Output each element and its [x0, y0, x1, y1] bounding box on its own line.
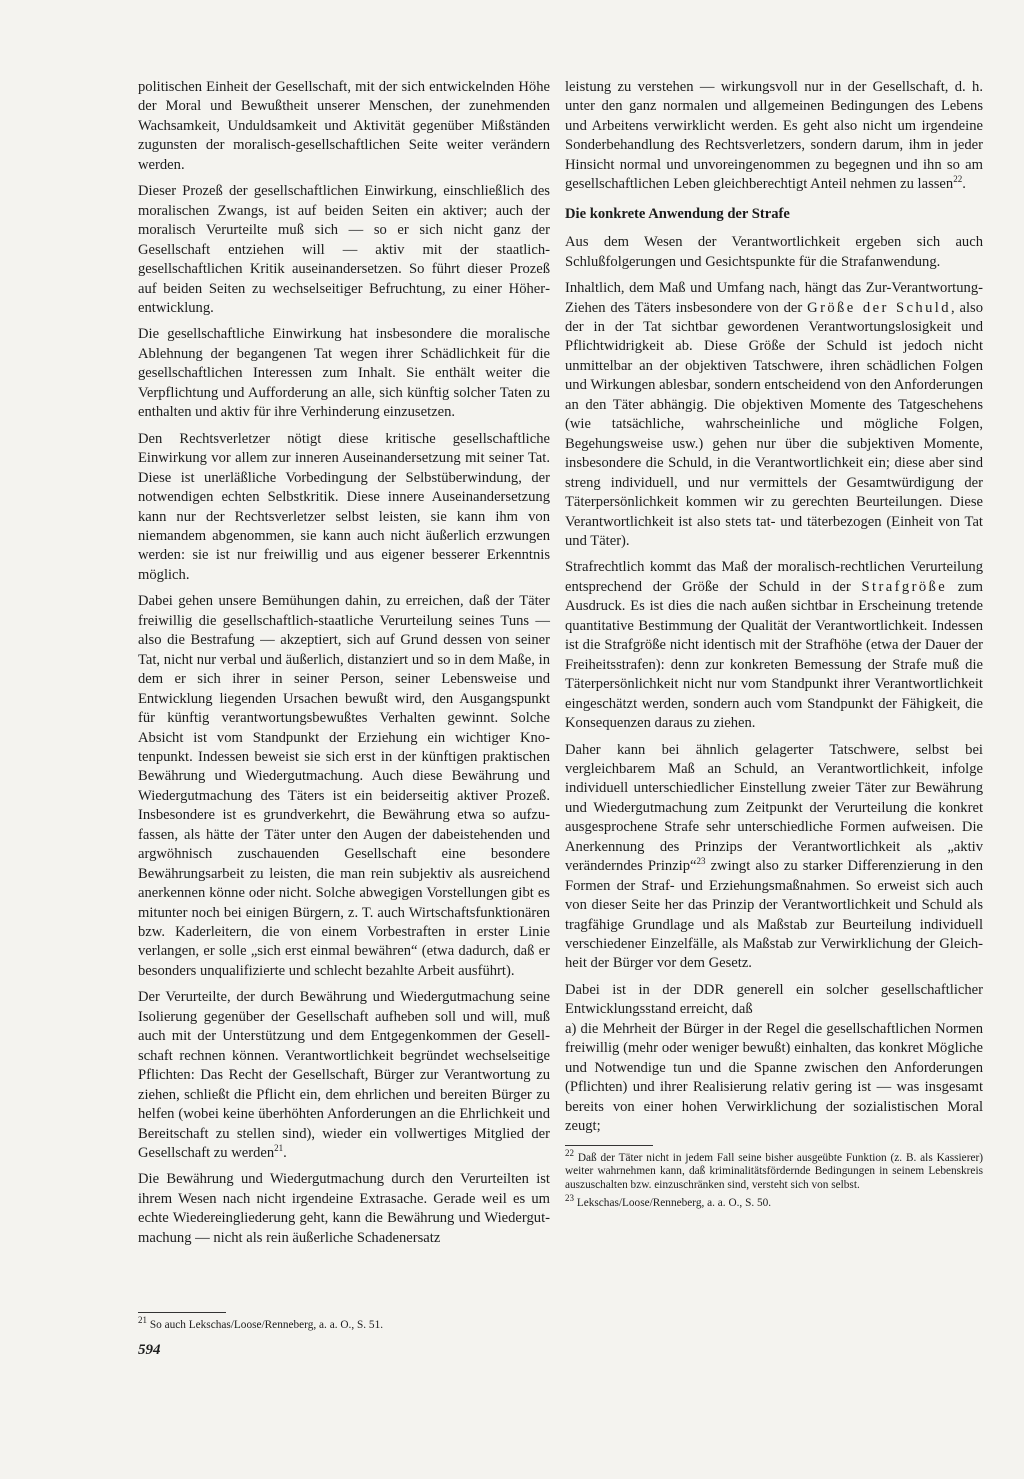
emphasis-spaced: Strafgröße	[861, 578, 948, 595]
paragraph-text: Inhaltlich, dem Maß und Umfang nach, hängt das Zur-Verantwortung-Ziehen des Täters insbesondere von der	[565, 280, 983, 316]
right-column	[565, 78, 983, 1215]
footnote-23	[565, 1193, 983, 1211]
footnote-text: So auch Lekschas/Loose/Renneberg, a. a. O., S. 51.	[149, 1319, 384, 1331]
footnote-number: 21	[138, 1315, 147, 1326]
footnote-divider	[138, 1312, 226, 1313]
paragraph-text: zum Ausdruck. Es ist dies die nach außen sichtbar in Erscheinung tretende quantitative Bestimmung der Qualität der Verantwortlichkeit. Indessen ist die Strafgröße nicht identisch mit der Strafhöhe (etwa der Dauer der Freiheitsstrafen): denn zur konkreten Bemessung der Strafe muß die Täterpersönlichkeit nicht nur vom Standpunkt ihrer Verantwortlichkeit eingeschätzt werden, sondern auch vom Standpunkt der Fähigkeit, die Konsequenzen daraus zu ziehen.	[565, 578, 983, 732]
footnote-ref: 21	[274, 1143, 284, 1154]
footnote-22	[565, 1147, 983, 1193]
paragraph-text: leistung zu verstehen — wirkungsvoll nur in der Gesellschaft, d. h. unter den ganz normalen und allgemeinen Bedingungen des Lebens und Arbeitens verwirklicht werden. Es geht also nicht um irgendeine Sonderbehandlung des Rechtsverletzers, sondern darum, ihm in jeder Hinsicht normal und unvoreingenommen zu begegnen und ihn so am gesellschaftlichen Leben gleichberechtigt Anteil nehmen zu lassen	[565, 79, 983, 193]
emphasis-spaced: Größe der Schuld	[807, 299, 951, 316]
paragraph: Die Bewährung und Wiedergutmachung durch den Verurteilten ist ihrem Wesen nach nicht irgendeine Extrasache. Gerade weil es um echte Wiedereingliederung geht, kann die Bewährung und Wiedergutmachung — nicht als rein äußerliche Schadenersatz	[138, 1171, 550, 1246]
page-number: 594	[138, 1342, 161, 1358]
paragraph-text: Daher kann bei ähnlich gelagerter Tatschwere, selbst bei vergleichbarem Maß an Schuld, an Verantwortlichkeit, infolge individuell unterschiedlicher Einstellung zweier Täter zur Bewährung und Wiedergutmachung zum Zeitpunkt der Verurteilung die konkret ausgesprochene Strafe sehr unterschiedliche Formen aufweisen. Die Anerkennung des Prinzips der Verantwortlichkeit als „aktiv veränderndes Prinzip“	[565, 741, 983, 875]
footnote-divider	[565, 1145, 653, 1146]
paragraph-text: zwingt also zu starker Differenzierung in den Formen der Straf- und Erziehungsmaßnahmen. So erweist sich auch von dieser Seite her das Prinzip der Verantwortlichkeit und Schuld als tragfähige Grundlage und als Maßstab zur Beurteilung individuell verschiedener Einzelfälle, als Maßstab zur Verwirklichung der Gleichheit der Bürger vor dem Gesetz.	[565, 858, 984, 972]
paragraph	[565, 558, 983, 733]
section-heading: Die konkrete Anwendung der Strafe	[565, 205, 790, 222]
paragraph: Der Verurteilte, der durch Bewährung und Wiedergutmachung seine Isolierung gegenüber der Gesellschaft aufheben soll und will, muß auch mit der Unterstützung und dem Entgegenkommen der Gesellschaft rechnen können. Verantwortlichkeit begründet wechselseitige Pflichten: Das Recht der Gesellschaft, Bürger zur Verantwortung zu ziehen, schließt die Pflicht ein, dem ehrlichen und bereiten Bürger zu helfen (wobei keine überhöhten Anforderungen an die Ehrlichkeit und Bereitschaft zu stellen sind), wieder ein vollwertiges Mitglied der Gesellschaft zu werden$^{21}$.	[138, 989, 550, 1162]
paragraph	[565, 741, 983, 974]
footnote-text: Daß der Täter nicht in jedem Fall seine bisher ausgeübte Funktion (z. B. als Kassierer) weiter wahrnehmen kann, daß kriminalitätsfördernde Bedingungen in seinem Lebenskreis auszuschalten bzw. einzuschränken sind, versteht sich von selbst.	[565, 1151, 983, 1192]
paragraph: Dabei ist in der DDR generell ein solcher gesellschaftlicher Entwicklungsstand erreicht, daß	[565, 981, 983, 1018]
footnote-text: Lekschas/Loose/Renneberg, a. a. O., S. 50.	[576, 1196, 772, 1209]
paragraph: Die gesellschaftliche Einwirkung hat insbesondere die moralische Ablehnung der begangenen Tat wegen ihrer Schädlichkeit für die gesellschaftlichen Interessen zum Inhalt. Sie enthält weiter die Verpflichtung und Aufforderung an alle, sich künftig solcher Taten zu enthalten und aktiv für ihre Verhinderung einzusetzen.	[138, 326, 550, 421]
footnote-number: 22	[565, 1147, 574, 1158]
left-footnotes	[138, 1312, 550, 1337]
paragraph-text: , also der in der Tat sichtbar gewordenen Verantwortungslosigkeit und Pflichtwidrigkeit ab. Diese Größe der Schuld ist jedoch nicht unmittelbar an der objektiven Tatschwere, ihren schädlichen Folgen und Wirkungen ablesbar, sondern entscheidend von den Anforderungen an den Täter abhängig. Die objektiven Momente des Tatgeschehens (wie tatsächliche, wahrscheinliche und mögliche Folgen, Begehungsweise usw.) gehen nur über die subjektiven Momente, insbesondere die Schuld, in die Verantwortlichkeit ein; diese aber sind streng individuell, und nur vermittels der Gesamtwürdigung der Täterpersönlichkeit kommen wir zu gerechten Beurteilungen. Diese Verantwortlichkeit ist also stets tat- und täterbezogen (Einheit von Tat und Täter).	[565, 299, 983, 549]
paragraph: leistung zu verstehen — wirkungsvoll nur in der Gesellschaft, d. h. unter den ganz normalen und allgemeinen Bedingungen des Lebens und Arbeitens verwirklicht werden. Es geht also nicht um irgendeine Sonderbehandlung des Rechtsverletzers, sondern darum, ihm in jeder Hinsicht normal und unvoreingenommen zu begegnen und ihn so am gesellschaftlichen Leben gleichberechtigt Anteil nehmen zu lassen$^{22}$.	[565, 79, 983, 193]
paragraph: Aus dem Wesen der Verantwortlichkeit ergeben sich auch Schlußfolgerungen und Gesichtspunkte für die Strafanwendung.	[565, 234, 983, 270]
right-footnotes	[565, 1145, 983, 1211]
paragraph	[565, 279, 983, 551]
footnote-ref: 22	[953, 174, 963, 185]
paragraph: Dieser Prozeß der gesellschaftlichen Einwirkung, einschließlich des moralischen Zwangs, ist auf beiden Seiten ein aktiver; auch der moralisch Verurteilte muß sich — so er sich nicht ganz der Gesellschaft entziehen will — aktiv mit der staatlich-gesellschaftlichen Kritik auseinandersetzen. So führt dieser Prozeß auf beiden Seiten zu wechselseitiger Befruchtung, zu einer Höherentwicklung.	[138, 183, 550, 316]
left-column	[138, 78, 550, 1255]
footnote-ref: 23	[696, 856, 706, 867]
footnote-21	[138, 1315, 550, 1333]
paragraph: a) die Mehrheit der Bürger in der Regel die gesellschaftlichen Normen freiwillig (mehr oder weniger bewußt) einhalten, das konkret Mögliche und Notwendige tun und die Spanne zwischen den Anforderungen (Pflichten) und ihrer Realisierung relativ gering ist — was insgesamt bereits von einer hohen Verwirklichung der sozialistischen Moral zeugt;	[565, 1020, 983, 1135]
paragraph-text: Strafrechtlich kommt das Maß der moralisch-rechtlichen Verurteilung entsprechend der Größe der Schuld in der	[565, 559, 983, 595]
footnote-number: 23	[565, 1193, 574, 1204]
paragraph-text: Der Verurteilte, der durch Bewährung und Wiedergutmachung seine Isolierung gegenüber der Gesellschaft aufheben soll und will, muß auch mit der Unterstützung und dem Entgegenkommen der Gesellschaft rechnen können. Verantwortlichkeit begründet wechselseitige Pflichten: Das Recht der Gesellschaft, Bürger zur Verantwortung zu ziehen, schließt die Pflicht ein, dem ehrlichen und bereiten Bürger zu helfen (wobei keine überhöhten Anforderungen an die Ehrlichkeit und Bereitschaft zu stellen sind), wieder ein vollwertiges Mitglied der Gesellschaft zu werden	[138, 989, 550, 1162]
paragraph: Dabei gehen unsere Bemühungen dahin, zu erreichen, daß der Täter freiwillig die gesellschaftlich-staatliche Verurteilung seines Tuns — also die Bestrafung — akzeptiert, sich auf Grund dessen von seiner Tat, nicht nur verbal und äußerlich, distanziert und so in dem Maße, in dem er sich ihrer in seiner Person, seiner Lebensweise und Entwicklung liegenden Ursachen bewußt wird, den Ausgangspunkt für künftig verantwortungsbewußtes Verhalten gewinnt. Solche Absicht ist vom Standpunkt der Erziehung ein wichtiger Knotenpunkt. Indessen beweist sie sich erst in der künftigen praktischen Bewährung und Wiedergutmachung. Auch diese Bewährung und Wiedergutmachung des Täters ist ein beiderseitig aktiver Prozeß. Insbesondere ist es grundverkehrt, die Bewährung etwa so aufzufassen, als hätte der Täter unter den Augen der dabeistehenden und argwöhnisch zuschauenden Gesellschaft eine besondere Bewährungsarbeit zu leisten, die man rein subjektiv als ausreichend anerkennen könne oder nicht. Solche abwegigen Vorstellungen gibt es mitunter noch bei einigen Bürgern, z. T. auch Wirtschaftsfunktionären bzw. Kaderleitern, die von einem Vorbestraften in erster Linie verlangen, er solle „sich erst einmal bewähren“ (etwa dadurch, daß er besonders unqualifizierte und schlecht bezahlte Arbeit ausführt).	[138, 593, 550, 979]
paragraph: politischen Einheit der Gesellschaft, mit der sich entwickelnden Höhe der Moral und Bewußtheit unserer Menschen, der zunehmenden Wachsamkeit, Unduldsamkeit und Aktivität gegenüber Mißständen zugunsten der moralisch-gesellschaftlichen Seite weiter verändern werden.	[138, 79, 550, 173]
paragraph: Den Rechtsverletzer nötigt diese kritische gesellschaftliche Einwirkung vor allem zur inneren Auseinandersetzung mit seiner Tat. Diese ist unerläßliche Vorbedingung der Selbstüberwindung, der notwendigen echten Selbstkritik. Diese innere Auseinandersetzung kann nur der Rechtsverletzer selbst leisten, sie kann ihm von niemandem abgenommen, sie kann auch nicht äußerlich erzwungen werden: sie ist nur freiwillig und aus eigener besserer Erkenntnis möglich.	[138, 430, 550, 583]
